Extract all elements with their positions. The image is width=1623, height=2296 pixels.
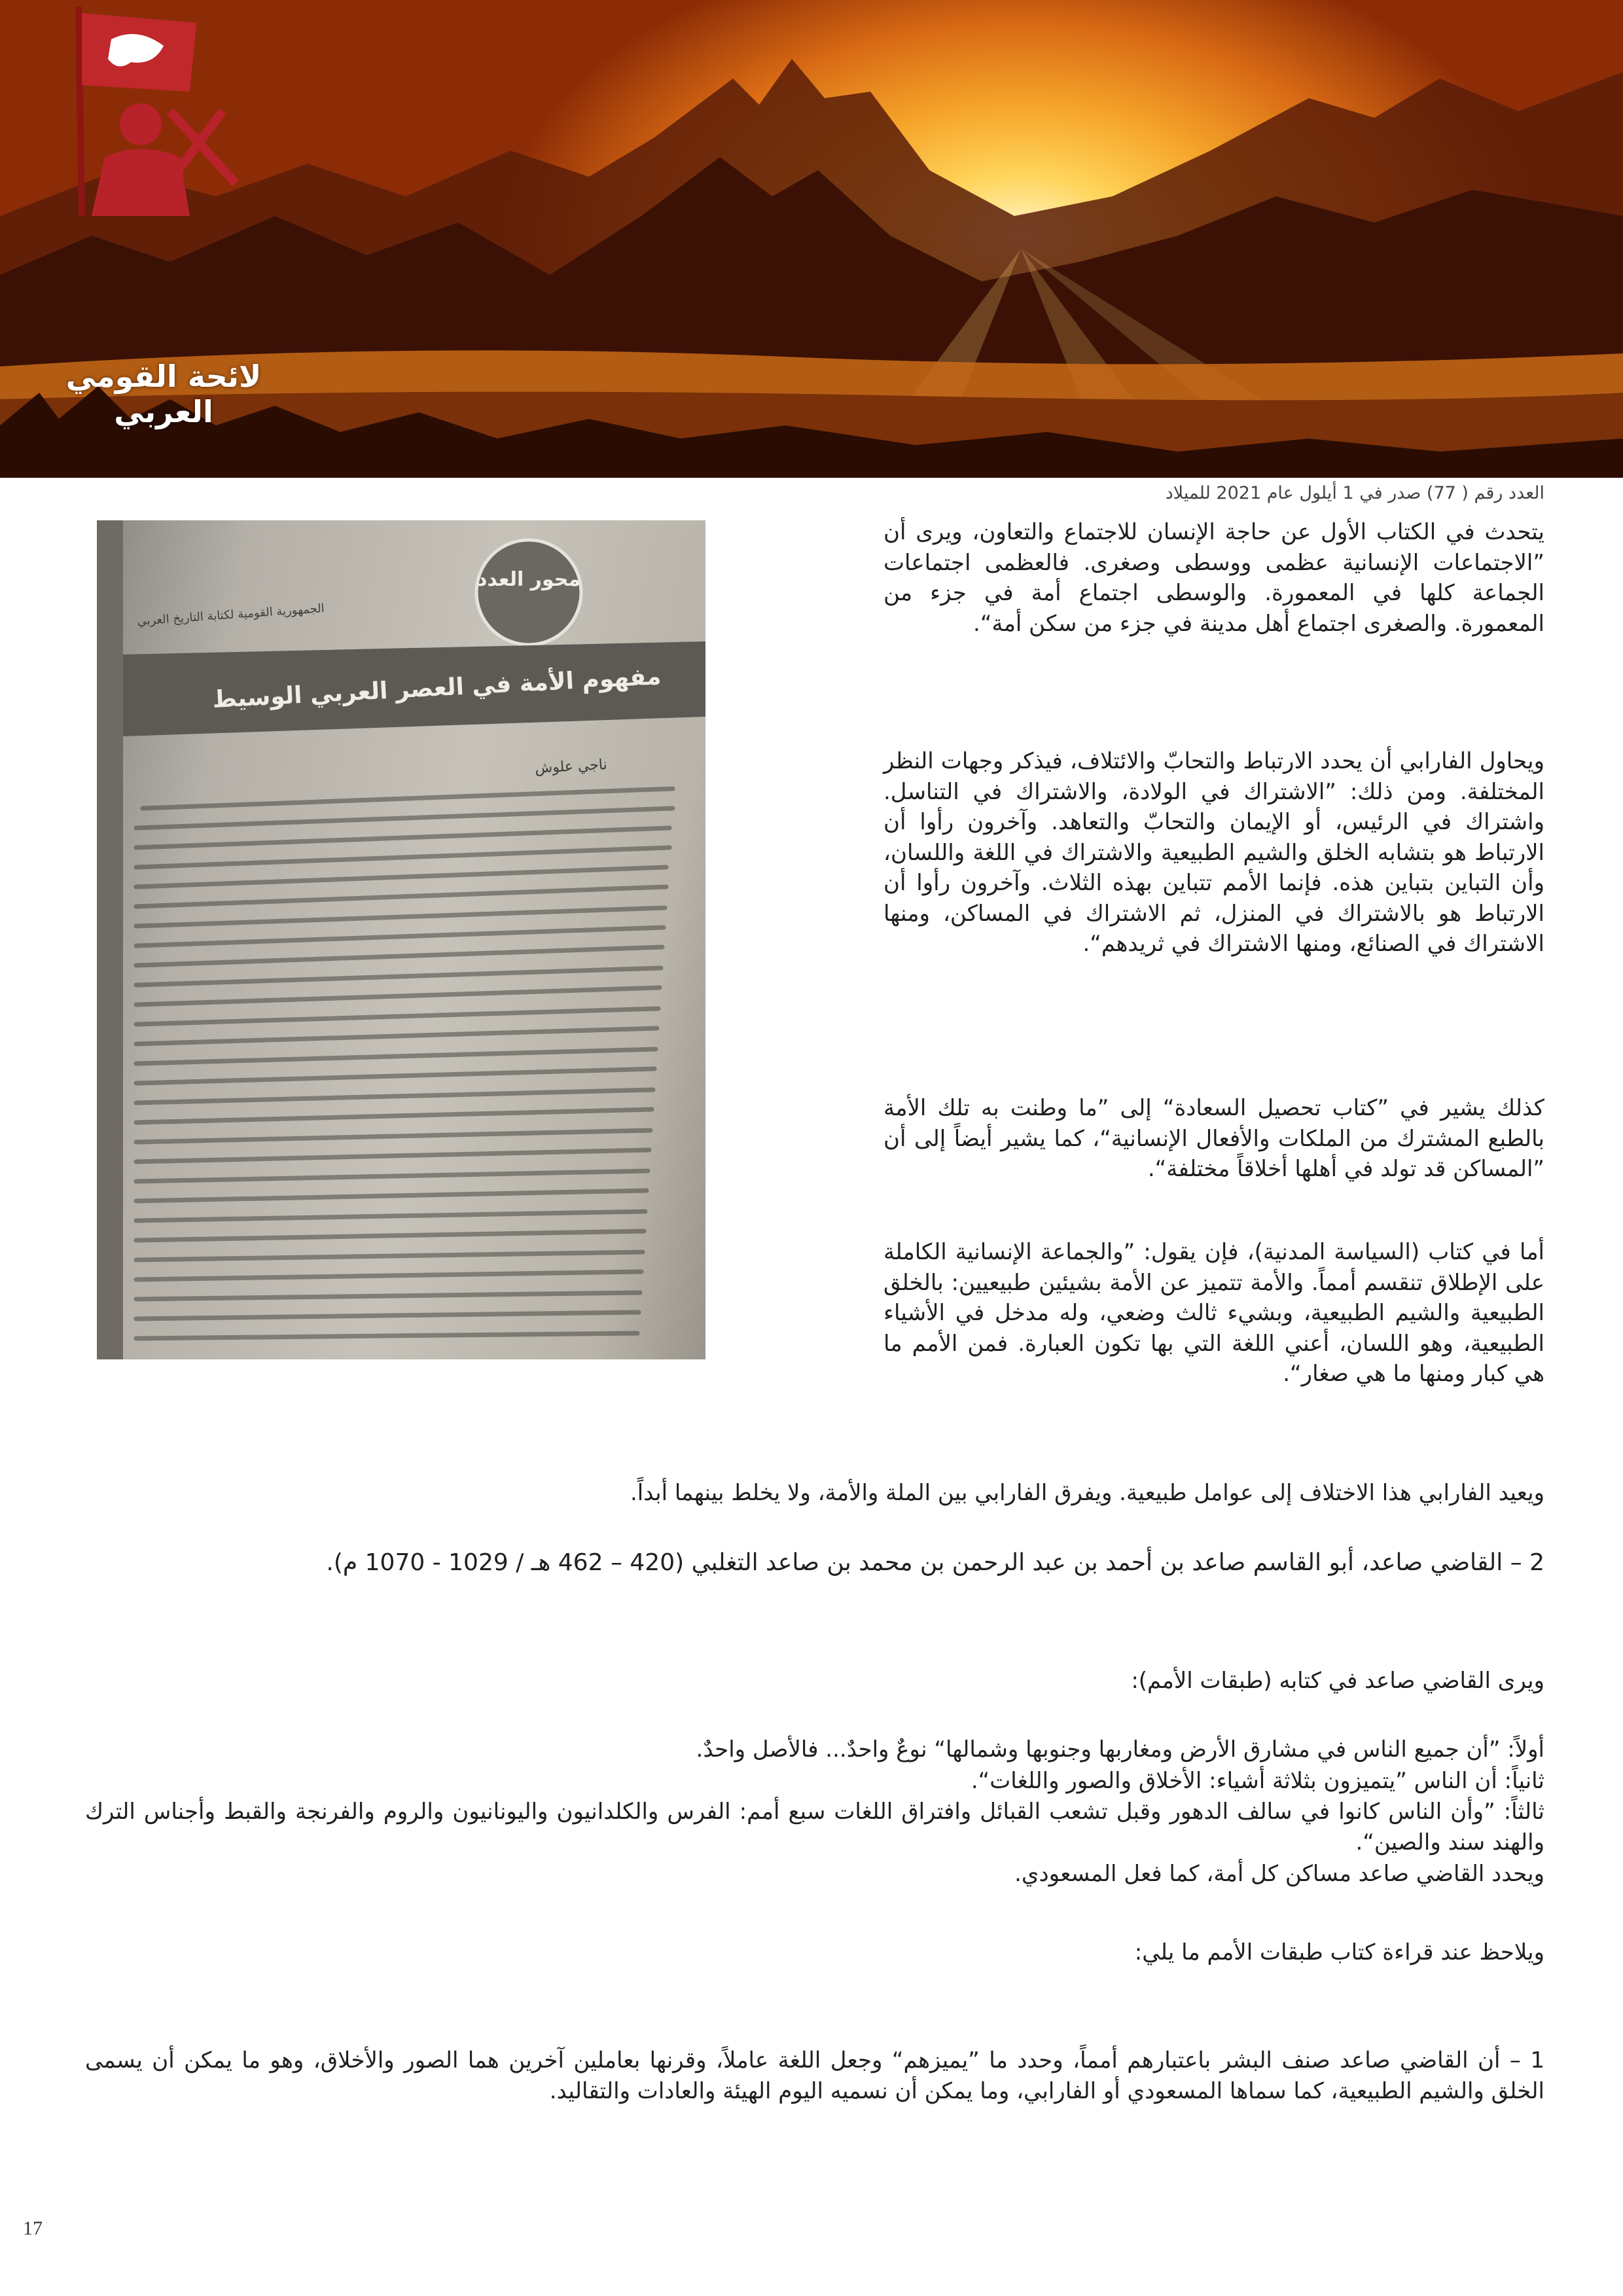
logo-text: لائحة القومي العربي: [65, 359, 262, 429]
paragraph-6: 2 – القاضي صاعد، أبو القاسم صاعد بن أحمد بن عبد الرحمن بن محمد بن صاعد التغلبي (420 – 462 هـ / 1029 - 1070 م).: [326, 1549, 1544, 1576]
paragraph-4: أما في كتاب (السياسة المدنية)، فإن يقول: ”والجماعة الإنسانية الكاملة على الإطلاق تنقسم أمماً. والأمة تتميز عن الأمة بشيئين طبيعيين: بالخلق الطبيعية والشيم الطبيعية، وبشيء ثالث وضعي، وله مدخل في الأشياء الطبيعية، وهو اللسان، أعني اللغة التي بها تكون العبارة. فمن الأمم ما هي كبار ومنها ما هي صغار“.: [883, 1239, 1544, 1387]
photo-badge-text: محور العدد: [477, 568, 580, 591]
paragraph-8: ويحدد القاضي صاعد مساكن كل أمة، كما فعل المسعودي.: [1014, 1861, 1544, 1887]
photo-side-label: الجمهورية القومية لكتابة التاريخ العربي: [136, 601, 325, 628]
paragraph-3: كذلك يشير في ”كتاب تحصيل السعادة“ إلى ”ما وطنت به تلك الأمة بالطبع المشترك من الملكات والأفعال الإنسانية“، كما يشير أيضاً إلى أن ”المساكن قد تولد في أهلها أخلاقاً مختلفة“.: [883, 1095, 1544, 1182]
logo-icon: [0, 0, 281, 255]
photo-author: ناجي علوش: [534, 757, 608, 777]
page-number: 17: [23, 2217, 43, 2239]
paragraph-10: 1 – أن القاضي صاعد صنف البشر باعتبارهم أمماً، وحدد ما ”يميزهم“ وجعل اللغة عاملاً، وقرنها بعاملين آخرين هما الصور والأخلاق، وهو ما يمكن أن يسمى الخلق والشيم الطبيعية، كما سماها المسعودي أو الفارابي، وما يمكن أن نسميه اليوم الهيئة والعادات والتقاليد.: [85, 2047, 1544, 2104]
book-page-photo: [97, 520, 705, 1359]
paragraph-5: ويعيد الفارابي هذا الاختلاف إلى عوامل طبيعية. ويفرق الفارابي بين الملة والأمة، ولا يخلط بينهما أبداً.: [630, 1480, 1544, 1506]
point-1: أولاً: ”أن جميع الناس في مشارق الأرض ومغاربها وجنوبها وشمالها“ نوعٌ واحدٌ... فالأصل واحدٌ.: [696, 1736, 1544, 1763]
paragraph-9: ويلاحظ عند قراءة كتاب طبقات الأمم ما يلي:: [1134, 1939, 1544, 1965]
header-banner: [0, 0, 1623, 478]
paragraph-1: يتحدث في الكتاب الأول عن حاجة الإنسان للاجتماع والتعاون، ويرى أن ”الاجتماعات الإنسانية عظمى ووسطى وصغرى. فالعظمى اجتماعات الجماعة كلها في المعمورة. والوسطى اجتماع أمة في جزء من المعمورة. والصغرى اجتماع أهل مدينة في جزء من سكن أمة“.: [883, 519, 1544, 637]
book-page-illustration: [97, 520, 705, 1359]
photo-chapter-title: مفهوم الأمة في العصر العربي الوسيط: [211, 663, 662, 713]
paragraph-2: ويحاول الفارابي أن يحدد الارتباط والتحابّ والائتلاف، فيذكر وجهات النظر المختلفة. ومن ذلك: ”الاشتراك في الولادة، والاشتراك في التناسل. واشتراك في الرئيس، أو الإيمان والتحابّ والتعاهد. وآخرون رأوا أن الارتباط هو بتشابه الخلق والشيم الطبيعية والاشتراك في اللغة واللسان، وأن التباين بتباين هذه. فإنما الأمم تتباين بهذه الثلاث. وآخرون رأوا أن الارتباط هو بالاشتراك في المنزل، ثم الاشتراك في المساكن، ومنها الاشتراك في الصنائع، ومنها الاشتراك في ثريدهم“.: [883, 748, 1544, 957]
point-3: ثالثاً: ”وأن الناس كانوا في سالف الدهور وقبل تشعب القبائل وافتراق اللغات سبع أمم: الفرس والكلدانيون واليونانيون والروم والفرنجة والقبط وأجناس الترك والهند سند والصين“.: [85, 1799, 1544, 1856]
point-2: ثانياً: أن الناس ”يتميزون بثلاثة أشياء: الأخلاق والصور واللغات“.: [971, 1768, 1544, 1794]
issue-line: العدد رقم ( 77) صدر في 1 أيلول عام 2021 للميلاد: [1165, 483, 1544, 503]
paragraph-7: ويرى القاضي صاعد في كتابه (طبقات الأمم):: [1131, 1668, 1544, 1694]
